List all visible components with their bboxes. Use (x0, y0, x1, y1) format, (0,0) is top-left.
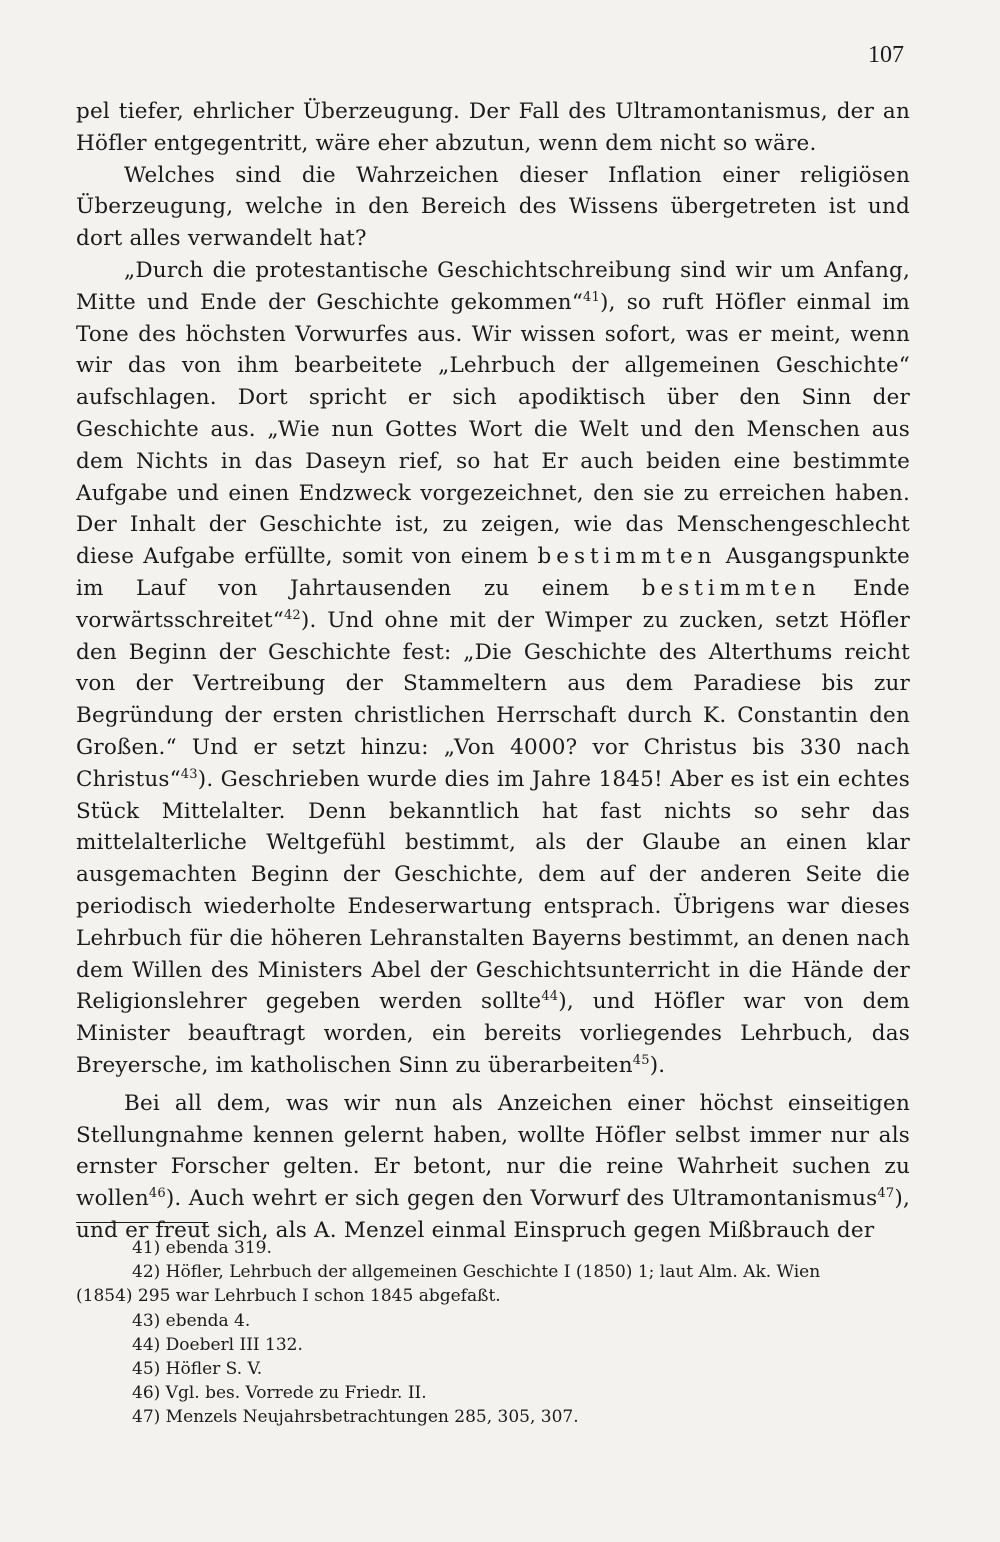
text-run: ). Auch wehrt er sich gegen den Vorwurf des Ultramontanismus (165, 1186, 878, 1212)
body-text (76, 96, 910, 1247)
footnote-reference: 44 (541, 989, 559, 1005)
footnote-line: 44) Doeberl III 132. (132, 1334, 303, 1355)
footnotes (76, 1236, 910, 1430)
footnote-reference: 45 (632, 1052, 650, 1068)
text-run: ), so ruft Höfler einmal im Tone des höchsten Vorwurfes aus. Wir wissen sofort, was er meint, wenn wir das von ihm bearbeitete „Lehrbuch der allgemeinen Geschichte“ aufschlagen. Dort spricht er sich apodiktisch über den Sinn der Geschichte aus. „Wie nun Gottes Wort die Welt und den Menschen aus dem Nichts in das Daseyn rief, so hat Er auch beiden eine bestimmte Aufgabe und einen Endzweck vorgezeichnet, den sie zu erreichen haben. Der Inhalt der Geschichte ist, zu zeigen, wie das Menschengeschlecht diese Aufgabe erfüllte, somit von einem (76, 289, 910, 570)
footnote-line: 43) ebenda 4. (132, 1310, 251, 1331)
text-run: Bei all dem, was wir nun als Anzeichen einer höchst einseitigen Stellungnahme kennen gelernt haben, wollte Höfler selbst immer nur als ernster Forscher gelten. Er betont, nur die reine Wahrheit suchen zu wollen (76, 1090, 910, 1212)
footnote-line: 41) ebenda 319. (132, 1238, 272, 1258)
text-run: Welches sind die Wahrzeichen dieser Inflation einer religiösen Überzeugung, welche in den Bereich des Wissens übergetreten ist und dort alles verwandelt hat? (76, 162, 910, 252)
text-run: ). Geschrieben wurde dies im Jahre 1845! Aber es ist ein echtes Stück Mittelalter. Denn bekanntlich hat fast nichts so sehr das mittelalterliche Weltgefühl bestimmt, als der Glaube an einen klar ausgemachten Beginn der Geschichte, dem auf der anderen Seite die periodisch wiederholte Endeserwartung entsprach. Übrigens war dieses Lehrbuch für die höheren Lehranstalten Bayerns bestimmt, an denen nach dem Willen des Ministers Abel der Geschichtsunterricht in die Hände der Religionslehrer gegeben werden sollte (76, 766, 910, 1015)
text-run: Ausgangspunkte im Lauf von Jahrtausenden zu einem (76, 544, 910, 601)
text-run: „Durch die protestantische Geschichtschreibung sind wir um Anfang, Mitte und Ende der Geschichte gekommen“ (76, 257, 910, 315)
body-paragraph (76, 160, 910, 255)
footnote-line: 45) Höfler S. V. (132, 1359, 263, 1380)
footnote-line: 47) Menzels Neujahrsbetrachtungen 285, 305, 307. (132, 1407, 579, 1428)
emphasized-text: bestimmten (641, 575, 821, 601)
text-run: ), und Höfler war von dem Minister beauftragt worden, ein bereits vorliegendes Lehrbuch, das Breyersche, im katholischen Sinn zu überarbeiten (76, 989, 910, 1078)
footnote-divider (76, 1222, 208, 1223)
footnote-reference: 42 (283, 607, 301, 623)
text-run: ), und er freut sich, als A. Menzel einmal Einspruch gegen Mißbrauch der (76, 1186, 910, 1243)
body-paragraph (76, 96, 910, 160)
footnote-line: 42) Höfler, Lehrbuch der allgemeinen Geschichte I (1850) 1; laut Alm. Ak. Wien (132, 1262, 821, 1283)
emphasized-text: bestimmten (537, 544, 717, 570)
footnote-reference: 47 (877, 1186, 895, 1202)
footnote-reference: 41 (583, 289, 600, 305)
footnote-reference: 46 (148, 1186, 166, 1202)
text-run: ). (649, 1052, 666, 1078)
footnote-line: 46) Vgl. bes. Vorrede zu Friedr. II. (132, 1383, 427, 1404)
body-paragraph (76, 255, 910, 1082)
text-run: pel tiefer, ehrlicher Überzeugung. Der Fall des Ultramontanismus, der an Höfler entgegentritt, wäre eher abzutun, wenn dem nicht so wäre. (76, 99, 910, 156)
text-run: Ende vorwärtsschreitet“ (76, 575, 910, 633)
text-run: ). Und ohne mit der Wimper zu zucken, setzt Höfler den Beginn der Geschichte fest: „Die Geschichte des Alterthums reicht von der Vertreibung der Stammeltern aus dem Paradiese bis zur Begründung der ersten christlichen Herrschaft durch K. Constantin den Großen.“ Und er setzt hinzu: „Von 4000? vor Christus bis 330 nach Christus“ (76, 607, 910, 792)
page-number: 107 (868, 42, 904, 68)
footnote-reference: 43 (180, 766, 198, 782)
footnote-line: (1854) 295 war Lehrbuch I schon 1845 abgefaßt. (76, 1286, 501, 1307)
